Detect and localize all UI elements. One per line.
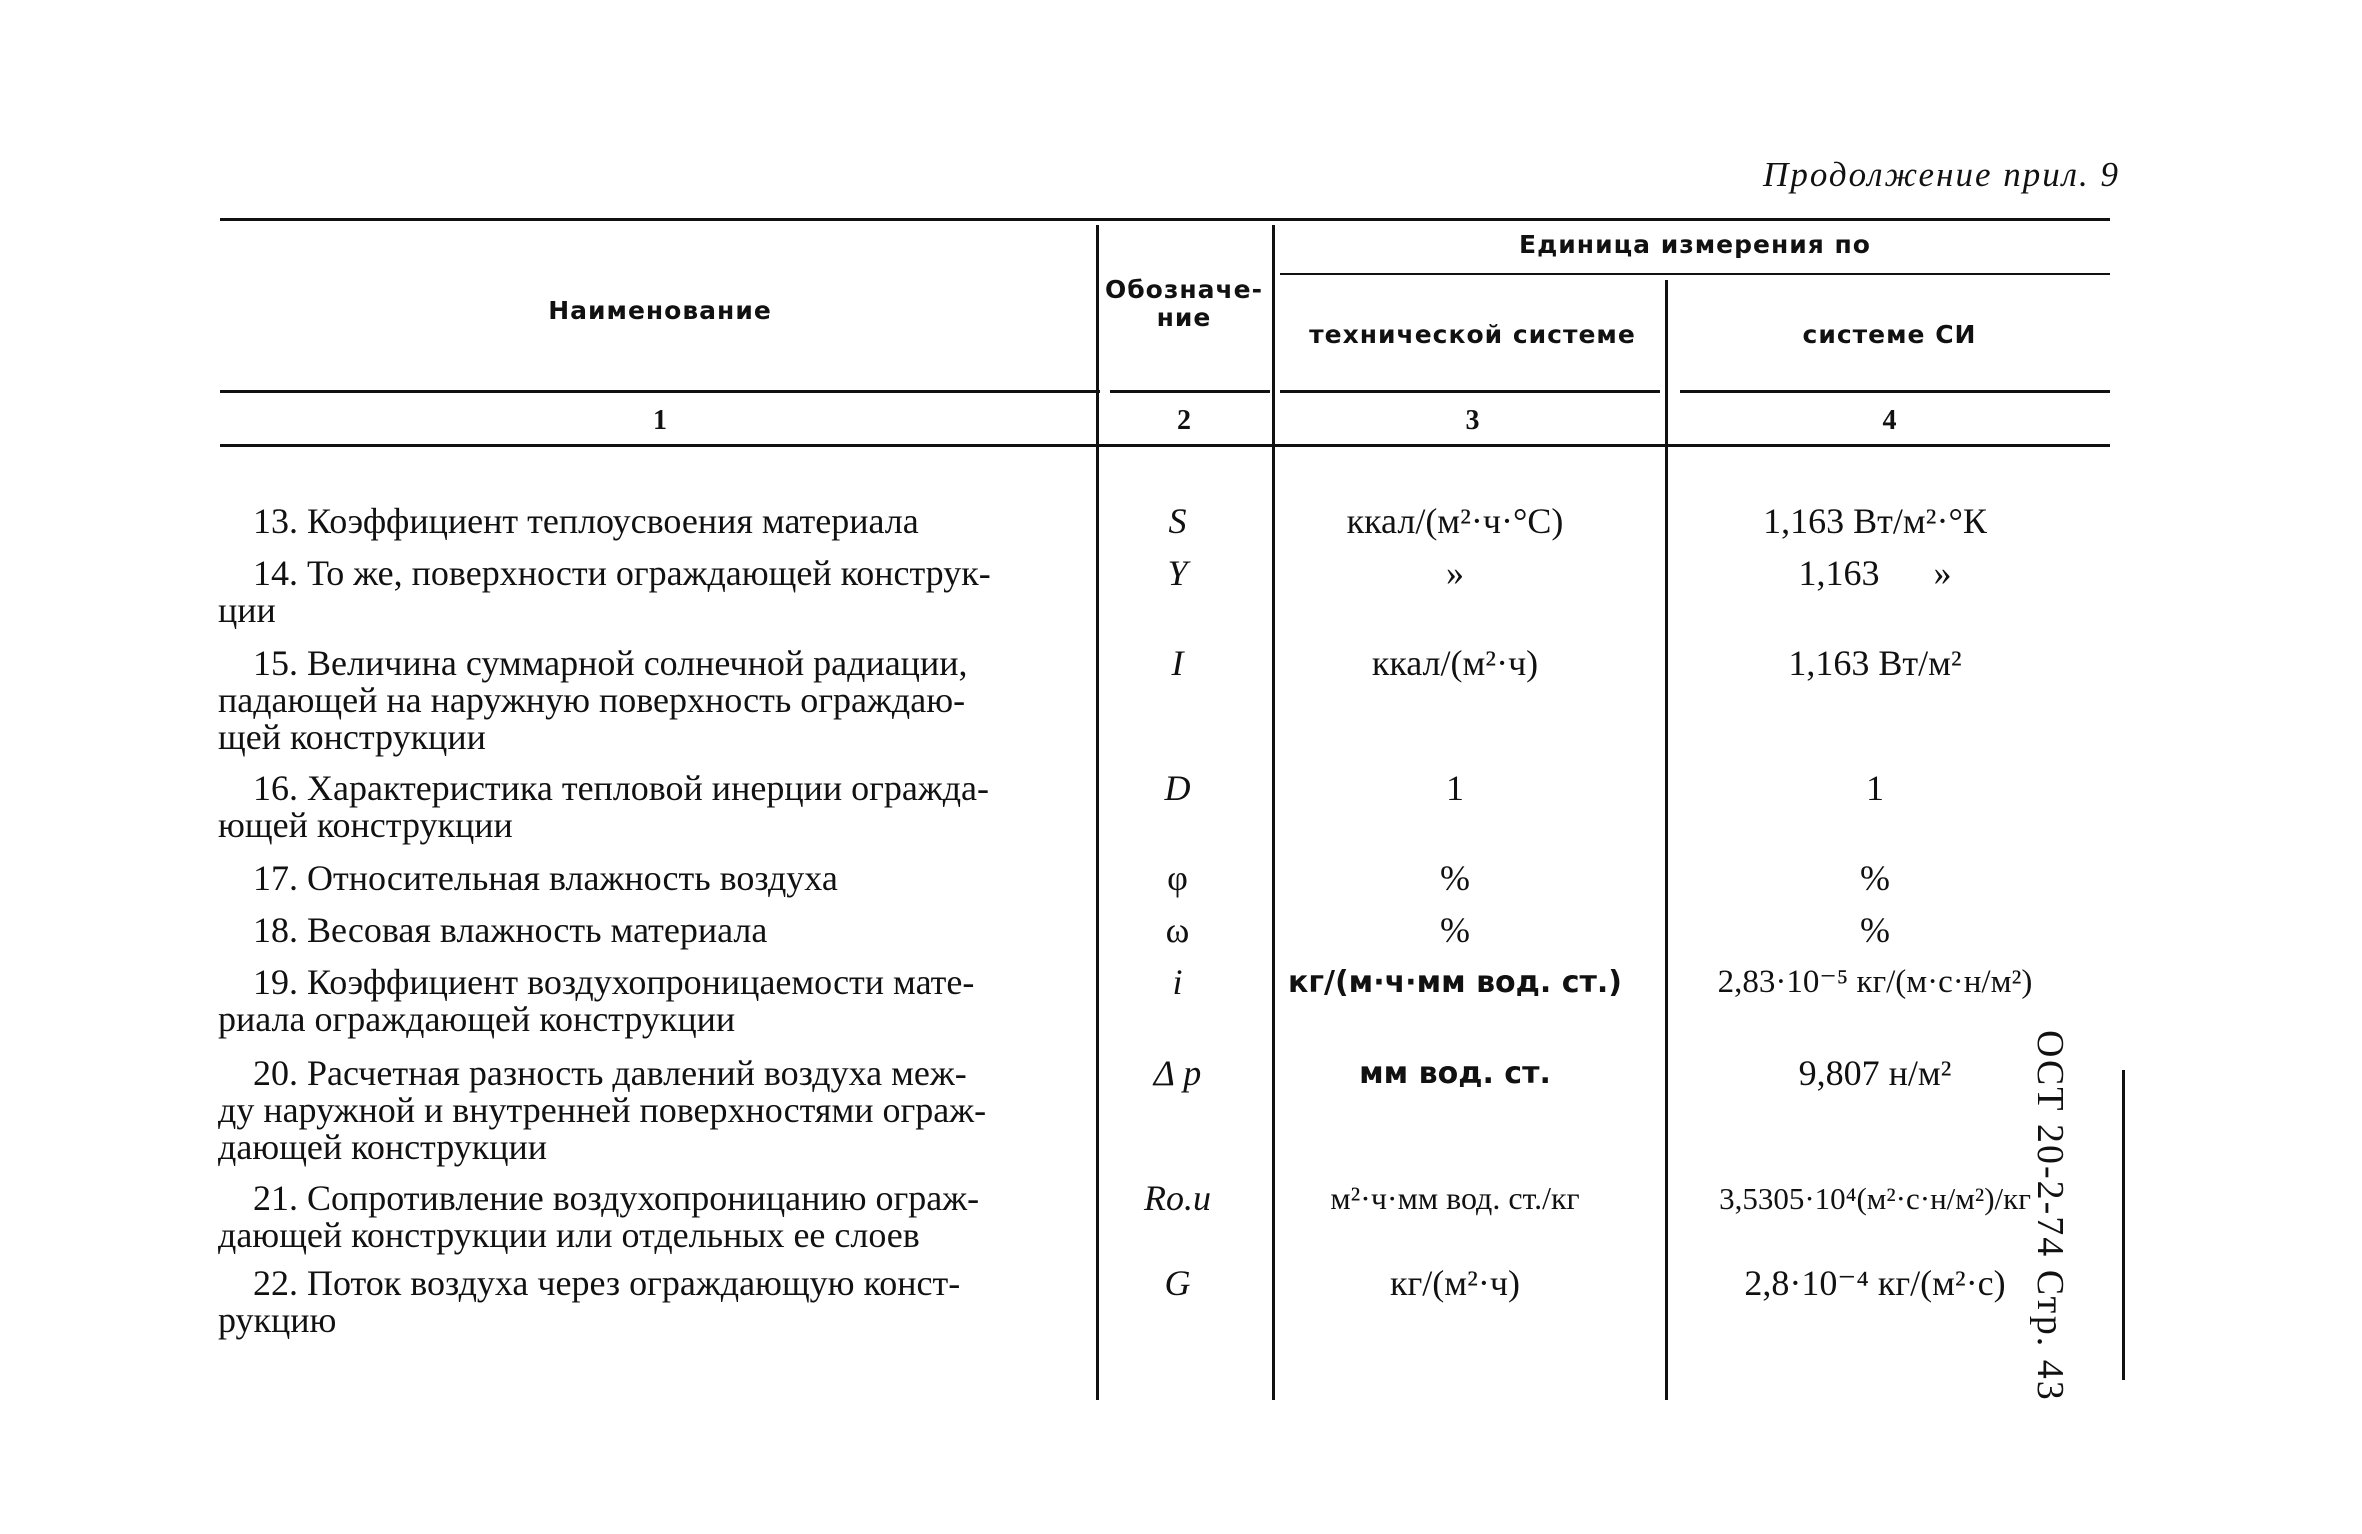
col-number-3: 3	[1465, 405, 1480, 436]
table-top-rule	[220, 218, 2110, 221]
row-tech-unit: кг/(м·ч·мм вод. ст.)	[1287, 965, 1623, 1000]
row-name-line: 17. Относительная влажность воздуха	[253, 858, 838, 898]
row-si-unit: 1,163 Вт/м²	[1788, 643, 1962, 683]
row-symbol: ω	[1165, 910, 1190, 950]
row-name-line: щей конструкции	[218, 717, 486, 757]
header-name: Наименование	[548, 296, 772, 325]
row-name-line: 19. Коэффициент воздухопроницаемости мате-	[253, 962, 975, 1002]
row-name-line: рукцию	[218, 1300, 337, 1340]
col-number-2: 2	[1177, 405, 1191, 436]
header-bottom-rule-4	[1680, 390, 2110, 393]
row-tech-unit: ккал/(м²·ч·°C)	[1346, 501, 1564, 541]
page-header: Продолжение прил. 9	[1763, 155, 2120, 194]
row-symbol: φ	[1167, 858, 1188, 898]
table-row-name	[218, 964, 1078, 1038]
row-name-line: 15. Величина суммарной солнечной радиации,	[253, 643, 968, 683]
table-row-name	[218, 503, 1078, 540]
table-row-name	[218, 1055, 1078, 1166]
row-tech-unit: м²·ч·мм вод. ст./кг	[1330, 1180, 1580, 1216]
col-divider-3	[1665, 280, 1668, 1400]
row-symbol: Y	[1167, 553, 1188, 593]
table-row-name	[218, 912, 1078, 949]
row-si-unit: 1	[1866, 768, 1884, 808]
row-symbol: D	[1164, 768, 1191, 808]
row-symbol: I	[1171, 643, 1184, 683]
row-tech-unit: мм вод. ст.	[1359, 1056, 1551, 1091]
row-symbol: G	[1164, 1263, 1191, 1303]
col-number-1: 1	[653, 405, 667, 436]
row-si-unit: %	[1860, 858, 1890, 898]
header-bottom-rule-1	[220, 390, 1100, 393]
table-row-name	[218, 555, 1078, 629]
header-si-system: системе СИ	[1802, 320, 1977, 349]
row-name-line: дающей конструкции	[218, 1127, 548, 1167]
col-divider-2	[1272, 225, 1275, 1400]
row-tech-unit: кг/(м²·ч)	[1390, 1263, 1520, 1303]
table-row-name	[218, 1180, 1078, 1254]
row-name-line: дающей конструкции или отдельных ее слоев	[218, 1215, 920, 1255]
row-name-line: ду наружной и внутренней поверхностями ограж-	[218, 1090, 987, 1130]
row-name-line: 13. Коэффициент теплоусвоения материала	[253, 501, 919, 541]
header-tech-system: технической системе	[1309, 320, 1636, 349]
col-number-4: 4	[1882, 405, 1897, 436]
row-si-unit: 1,163 Вт/м²·°К	[1763, 501, 1987, 541]
row-si-unit: 9,807 н/м²	[1798, 1053, 1952, 1093]
row-name-line: ющей конструкции	[218, 805, 513, 845]
row-si-unit: 2,83·10⁻⁵ кг/(м·с·н/м²)	[1717, 964, 2033, 1000]
table-row-name	[218, 770, 1078, 844]
row-name-line: 21. Сопротивление воздухопроницанию ограж-	[253, 1178, 980, 1218]
row-si-unit: 2,8·10⁻⁴ кг/(м²·с)	[1744, 1263, 2006, 1303]
units-group-rule	[1280, 273, 2110, 275]
header-bottom-rule-2	[1110, 390, 1270, 393]
row-tech-unit: »	[1446, 553, 1464, 593]
row-name-line: риала ограждающей конструкции	[218, 999, 736, 1039]
side-label-rule	[2122, 1070, 2125, 1380]
colnum-bottom-rule	[220, 444, 2110, 447]
row-si-unit: 3,5305·10⁴(м²·с·н/м²)/кг	[1719, 1181, 2031, 1216]
header-units-group: Единица измерения по	[1519, 230, 1871, 259]
row-symbol: Rо.и	[1144, 1178, 1211, 1218]
side-label: ОСТ 20-2-74 Стр. 43	[2029, 1030, 2071, 1402]
row-tech-unit: ккал/(м²·ч)	[1371, 643, 1539, 683]
row-tech-unit: %	[1440, 910, 1470, 950]
table-row-name	[218, 1265, 1078, 1339]
col-divider-1	[1096, 225, 1099, 1400]
table-row-name	[218, 860, 1078, 897]
row-symbol: i	[1172, 962, 1183, 1002]
row-name-line: 20. Расчетная разность давлений воздуха меж-	[253, 1053, 967, 1093]
row-name-line: 18. Весовая влажность материала	[253, 910, 768, 950]
row-tech-unit: 1	[1446, 768, 1464, 808]
row-si-unit: 1,163 »	[1798, 553, 1952, 593]
row-name-line: 22. Поток воздуха через ограждающую конст-	[253, 1263, 961, 1303]
row-name-line: 16. Характеристика тепловой инерции огражда-	[253, 768, 990, 808]
header-bottom-rule-3	[1280, 390, 1660, 393]
row-symbol: S	[1168, 501, 1187, 541]
row-si-unit: %	[1860, 910, 1890, 950]
row-symbol: Δ p	[1153, 1053, 1202, 1093]
header-symbol: Обозначе- ние	[1104, 275, 1264, 332]
row-name-line: падающей на наружную поверхность ограждаю-	[218, 680, 966, 720]
row-name-line: ции	[218, 590, 276, 630]
row-name-line: 14. То же, поверхности ограждающей конструк-	[253, 553, 991, 593]
table-row-name	[218, 645, 1078, 756]
row-tech-unit: %	[1440, 858, 1470, 898]
